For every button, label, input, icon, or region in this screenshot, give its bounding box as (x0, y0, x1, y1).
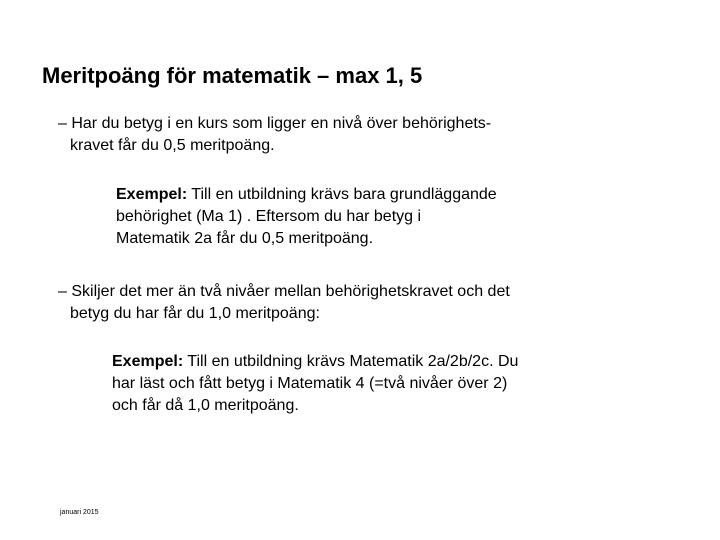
bullet-2-line-1: – Skiljer det mer än två nivåer mellan behörighetskravet och det (58, 283, 510, 300)
bullet-1-line-1: – Har du betyg i en kurs som ligger en nivå över behörighets- (58, 115, 492, 132)
example-2-label: Exempel: (112, 353, 184, 370)
example-1-line-2: behörighet (Ma 1) . Eftersom du har betyg i (116, 208, 422, 225)
example-1 (116, 184, 497, 250)
bullet-point-1 (58, 113, 491, 157)
slide-title: Meritpoäng för matematik – max 1, 5 (42, 63, 423, 88)
bullet-1-line-2: kravet får du 0,5 meritpoäng. (70, 137, 275, 154)
example-2-line-1-text: Till en utbildning krävs Matematik 2a/2b/2c. Du (183, 353, 519, 370)
bullet-2-line-2: betyg du har får du 1,0 meritpoäng: (70, 305, 320, 322)
example-1-line-1 (116, 184, 497, 206)
bullet-point-2 (58, 281, 510, 325)
example-2-line-1 (112, 351, 518, 373)
example-1-line-3: Matematik 2a får du 0,5 meritpoäng. (116, 230, 374, 247)
example-2 (112, 351, 518, 417)
example-2-line-3: och får då 1,0 meritpoäng. (112, 397, 299, 414)
example-1-line-1-text: Till en utbildning krävs bara grundläggande (187, 186, 497, 203)
example-1-label: Exempel: (116, 186, 188, 203)
example-2-line-2: har läst och fått betyg i Matematik 4 (=två nivåer över 2) (112, 375, 508, 392)
footer-date: januari 2015 (60, 509, 99, 516)
